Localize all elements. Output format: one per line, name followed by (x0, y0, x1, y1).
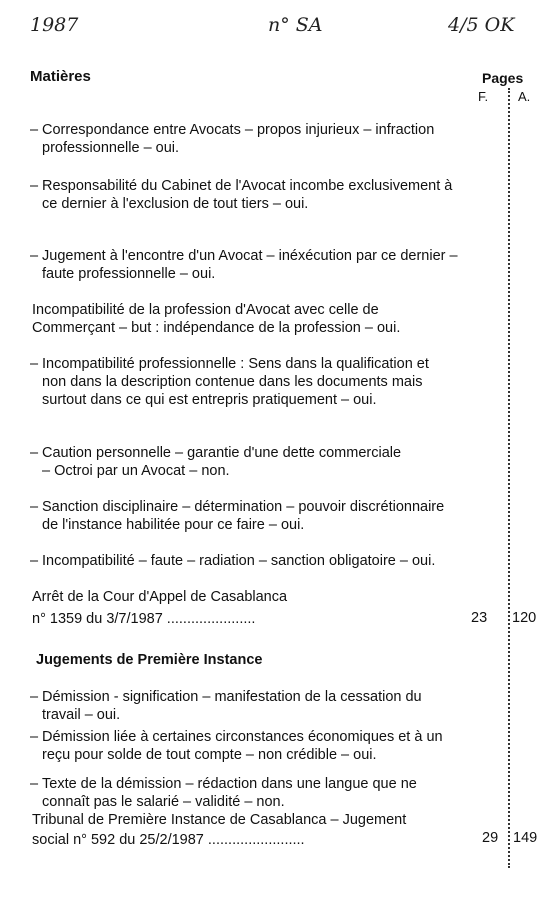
handwritten-year: 1987 (30, 14, 79, 36)
handwritten-ok: 4/5 OK (448, 14, 515, 36)
list-item: – Démission liée à certaines circonstances économiques et à un reçu pour solde de tout compte – non crédible – oui. (30, 729, 443, 763)
column-f-label: F. (478, 89, 489, 104)
list-item: – Jugement à l'encontre d'un Avocat – inéxécution par ce dernier – faute professionnelle – oui. (30, 248, 458, 282)
list-item: – Démission - signification – manifestation de la cessation du travail – oui. (30, 689, 422, 723)
column-a-label: A. (518, 89, 531, 104)
column-divider (508, 88, 510, 868)
court-reference: Tribunal de Première Instance de Casablanca – Jugement social n° 592 du 25/2/1987 ........................ (32, 812, 407, 848)
list-item: – Texte de la démission – rédaction dans une langue que ne connaît pas le salarié – validité – non. (30, 776, 417, 810)
list-item: – Correspondance entre Avocats – propos injurieux – infraction professionnelle – oui. (30, 122, 435, 156)
page-number-f: 29 (482, 830, 499, 846)
header-title: Matières (30, 68, 91, 85)
page-number-a: 149 (513, 830, 538, 846)
list-item: – Caution personnelle – garantie d'une dette commerciale – Octroi par un Avocat – non. (30, 445, 402, 479)
list-item: – Incompatibilité professionnelle : Sens dans la qualification et non dans la description contenue dans les documents mais surtout dans ce qui est entrepris pratiquement – oui. (30, 356, 429, 408)
section-title: Jugements de Première Instance (36, 652, 263, 668)
paragraph: Incompatibilité de la profession d'Avocat avec celle de Commerçant – but : indépendance de la profession – oui. (32, 302, 401, 336)
pages-label: Pages (482, 70, 524, 86)
list-item: – Sanction disciplinaire – détermination – pouvoir discrétionnaire de l'instance habilitée pour ce faire – oui. (30, 499, 445, 533)
handwritten-number: n° SA (268, 14, 323, 36)
court-reference: Arrêt de la Cour d'Appel de Casablanca n° 1359 du 3/7/1987 ...................... (32, 589, 288, 627)
page-number-a: 120 (512, 610, 537, 626)
page-number-f: 23 (471, 610, 488, 626)
list-item: – Incompatibilité – faute – radiation – sanction obligatoire – oui. (30, 553, 436, 569)
list-item: – Responsabilité du Cabinet de l'Avocat incombe exclusivement à ce dernier à l'exclusion de tout tiers – oui. (30, 178, 453, 212)
